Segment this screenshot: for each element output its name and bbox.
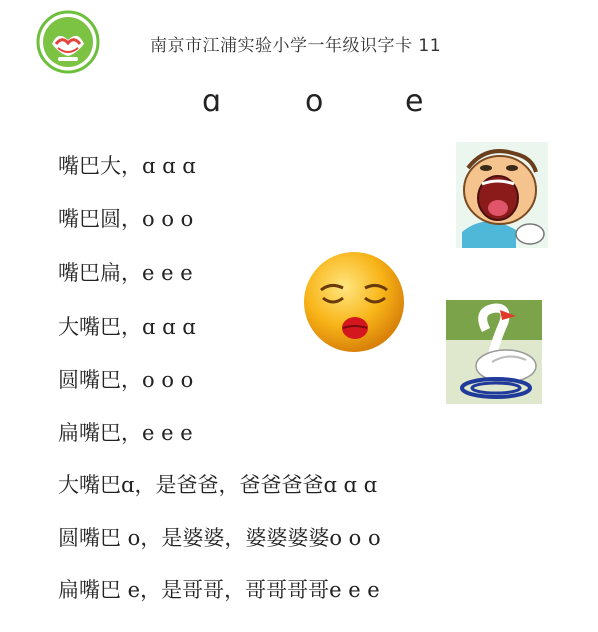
vowel-header — [0, 84, 598, 124]
text-line-8: 圆嘴巴 o，是婆婆，婆婆婆婆o o o — [58, 526, 381, 550]
open-mouth-face-illustration — [456, 142, 548, 248]
text-line-3: 嘴巴扁，e e e — [58, 261, 193, 285]
text-line-2: 嘴巴圆，o o o — [58, 207, 194, 231]
page-title: 南京市江浦实验小学一年级识字卡 11 — [150, 36, 442, 56]
text-line-9: 扁嘴巴 e，是哥哥，哥哥哥哥e e e — [58, 578, 380, 602]
text-line-5: 圆嘴巴，o o o — [58, 368, 194, 392]
vowel-o: o — [305, 84, 324, 119]
school-logo — [36, 10, 100, 74]
vowel-e: e — [405, 84, 424, 119]
text-line-4: 大嘴巴，ɑ ɑ ɑ — [58, 315, 196, 339]
text-line-1: 嘴巴大，ɑ ɑ ɑ — [58, 154, 196, 178]
vowel-a: ɑ — [202, 84, 222, 119]
kissing-emoji-illustration — [301, 250, 407, 354]
goose-illustration — [446, 300, 542, 404]
text-line-6: 扁嘴巴，e e e — [58, 421, 193, 445]
text-line-7: 大嘴巴ɑ，是爸爸，爸爸爸爸ɑ ɑ ɑ — [58, 473, 378, 497]
